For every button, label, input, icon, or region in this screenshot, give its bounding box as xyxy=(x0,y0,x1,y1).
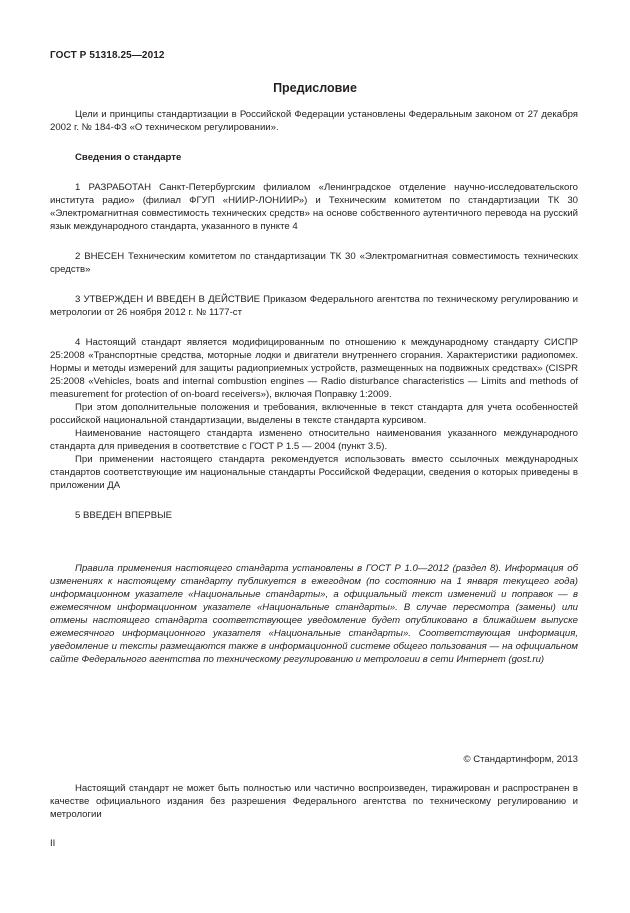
copyright-line: © Стандартинформ, 2013 xyxy=(463,754,578,765)
page-title: Предисловие xyxy=(273,81,357,95)
section-heading: Сведения о стандарте xyxy=(75,152,182,163)
item-3-paragraph: 3 УТВЕРЖДЕН И ВВЕДЕН В ДЕЙСТВИЕ Приказом Федерального агентства по техническому регулированию и метрологии от 26 ноября 2012 г. № 1177-ст xyxy=(50,294,578,318)
intro-paragraph: Цели и принципы стандартизации в Российской Федерации установлены Федеральным законом от 27 декабря 2002 г. № 184-ФЗ «О техническом регулировании». xyxy=(50,109,578,133)
reproduction-notice: Настоящий стандарт не может быть полностью или частично воспроизведен, тиражирован и распространен в качестве официального издания без разрешения Федерального агентства по техническому регулированию и метрологии xyxy=(50,783,578,820)
item-1-paragraph: 1 РАЗРАБОТАН Санкт-Петербургским филиалом «Ленинградское отделение научно-исследовательского института радио» (филиал ФГУП «НИИР-ЛОНИИР») и Техническим комитетом по стандартизации ТК 30 «Электромагнитная совместимость технических средств» на основе собственного аутентичного перевода на русский язык международного стандарта, указанного в пункте 4 xyxy=(50,182,578,232)
page-number: II xyxy=(50,838,56,849)
item-4-references-paragraph: При применении настоящего стандарта рекомендуется использовать вместо ссылочных международных стандартов соответствующие им национальные стандарты Российской Федерации, сведения о которых приведены в приложении ДА xyxy=(50,454,578,491)
document-body xyxy=(50,108,578,666)
item-4-name-change-paragraph: Наименование настоящего стандарта изменено относительно наименования указанного международного стандарта для приведения в соответствие с ГОСТ Р 1.5 — 2004 (пункт 3.5). xyxy=(50,428,578,452)
standard-id-header: ГОСТ Р 51318.25—2012 xyxy=(50,50,165,61)
item-4-additions-paragraph: При этом дополнительные положения и требования, включенные в текст стандарта для учета особенностей российской национальной стандартизации, выделены в тексте стандарта курсивом. xyxy=(50,402,578,426)
item-5-paragraph: 5 ВВЕДЕН ВПЕРВЫЕ xyxy=(75,510,173,521)
usage-rules-note: Правила применения настоящего стандарта установлены в ГОСТ Р 1.0—2012 (раздел 8). Информация об изменениях к настоящему стандарту публикуется в ежегодном (по состоянию на 1 января текущего года) информационном указателе «Национальные стандарты», а официальный текст изменений и поправок — в ежемесячном информационном указателе «Национальные стандарты». В случае пересмотра (замены) или отмены настоящего стандарта соответствующее уведомление будет опубликовано в ближайшем выпуске ежемесячного информационного указателя «Национальные стандарты». Соответствующая информация, уведомление и тексты размещаются также в информационной системе общего пользования — на официальном сайте Федерального агентства по техническому регулированию и метрологии в сети Интернет (gost.ru) xyxy=(50,563,578,665)
item-2-paragraph: 2 ВНЕСЕН Техническим комитетом по стандартизации ТК 30 «Электромагнитная совместимость технических средств» xyxy=(50,251,578,275)
item-4-paragraph: 4 Настоящий стандарт является модифицированным по отношению к международному стандарту СИСПР 25:2008 «Транспортные средства, моторные лодки и двигатели внутреннего сгорания. Характеристики радиопомех. Нормы и методы измерений для защиты радиоприемных устройств, размещенных на подвижных средствах» (CISPR 25:2008 «Vehicles, boats and internal combustion engines — Radio disturbance characteristics — Limits and methods of measurement for protection of on-board receivers»), включая Поправку 1:2009. xyxy=(50,337,578,400)
